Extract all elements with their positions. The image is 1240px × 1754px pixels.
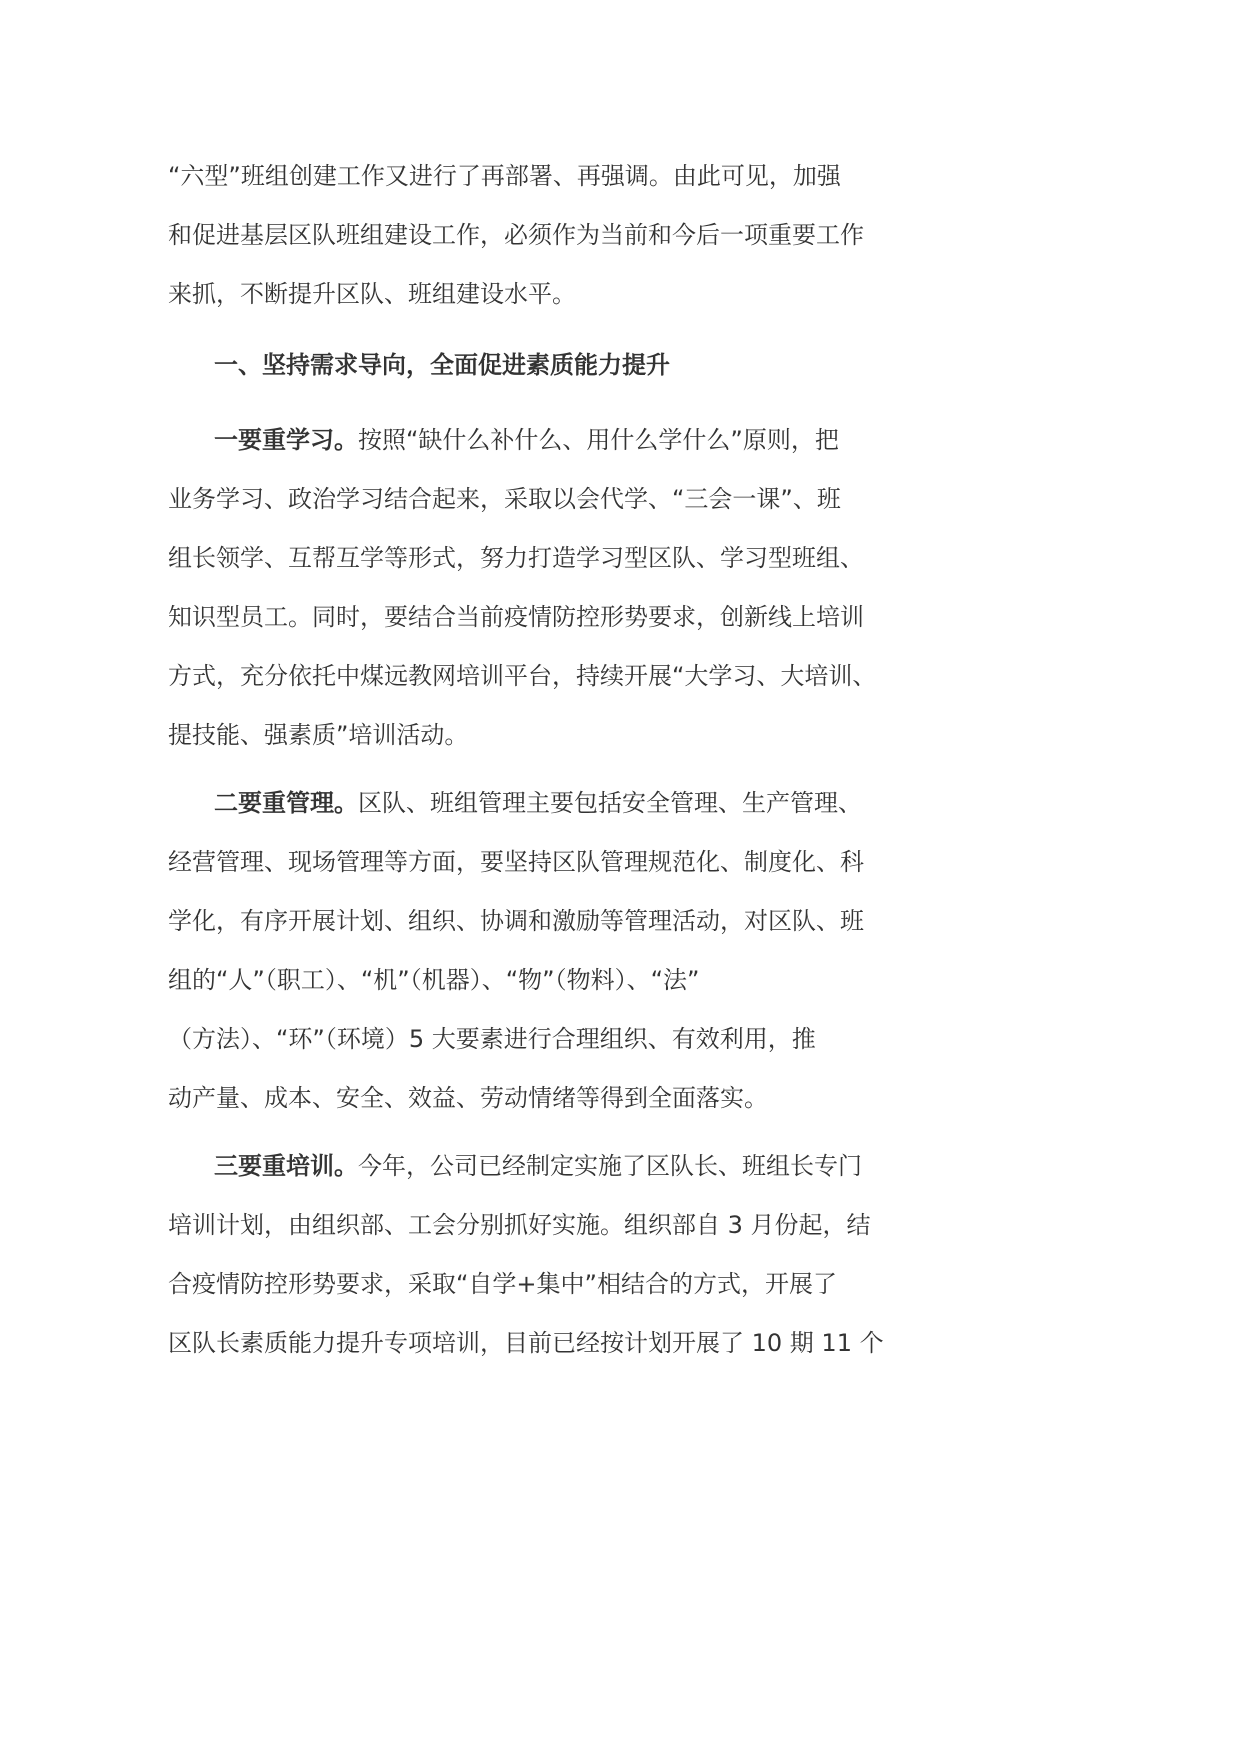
item-text: 按照“缺什么补什么、用什么学什么”原则，把: [358, 426, 839, 454]
text-line: 组的“人”（职工）、“机”（机器）、“物”（物料）、“法”: [168, 966, 700, 994]
item-lead: 一要重学习。: [214, 426, 358, 454]
section-heading-text: 一、坚持需求导向，全面促进素质能力提升: [214, 351, 670, 379]
text-line: 培训计划，由组织部、工会分别抓好实施。组织部自 3 月份起，结: [168, 1211, 871, 1239]
text-line: 提技能、强素质”培训活动。: [168, 721, 469, 749]
text-line: [168, 411, 958, 470]
text-line: （方法）、“环”（环境）5 大要素进行合理组织、有效利用，推: [168, 1025, 816, 1053]
text-line: 学化，有序开展计划、组织、协调和激励等管理活动，对区队、班: [168, 907, 864, 935]
item-text: 区队、班组管理主要包括安全管理、生产管理、: [358, 789, 862, 817]
item-text: 今年，公司已经制定实施了区队长、班组长专门: [358, 1152, 862, 1180]
text-line: 知识型员工。同时，要结合当前疫情防控形势要求，创新线上培训: [168, 603, 864, 631]
text-line: 组长领学、互帮互学等形式，努力打造学习型区队、学习型班组、: [168, 544, 864, 572]
text-line: 动产量、成本、安全、效益、劳动情绪等得到全面落实。: [168, 1084, 768, 1112]
text-line: 来抓，不断提升区队、班组建设水平。: [168, 280, 576, 308]
text-line: 和促进基层区队班组建设工作，必须作为当前和今后一项重要工作: [168, 221, 864, 249]
text-line: 方式，充分依托中煤远教网培训平台，持续开展“大学习、大培训、: [168, 662, 877, 690]
text-line: 合疫情防控形势要求，采取“自学+集中”相结合的方式，开展了: [168, 1270, 837, 1298]
text-line: “六型”班组创建工作又进行了再部署、再强调。由此可见，加强: [168, 162, 841, 190]
item-training-paragraph: [168, 1137, 958, 1373]
section-heading: [168, 336, 958, 395]
item-lead: 二要重管理。: [214, 789, 358, 817]
text-line: 区队长素质能力提升专项培训，目前已经按计划开展了 10 期 11 个: [168, 1329, 884, 1357]
item-management-paragraph: [168, 774, 958, 1128]
text-line: [168, 1137, 958, 1196]
item-lead: 三要重培训。: [214, 1152, 358, 1180]
text-line: [168, 774, 958, 833]
text-line: 业务学习、政治学习结合起来，采取以会代学、“三会一课”、班: [168, 485, 841, 513]
intro-paragraph: [168, 147, 958, 324]
text-line: 经营管理、现场管理等方面，要坚持区队管理规范化、制度化、科: [168, 848, 864, 876]
item-study-paragraph: [168, 411, 958, 765]
